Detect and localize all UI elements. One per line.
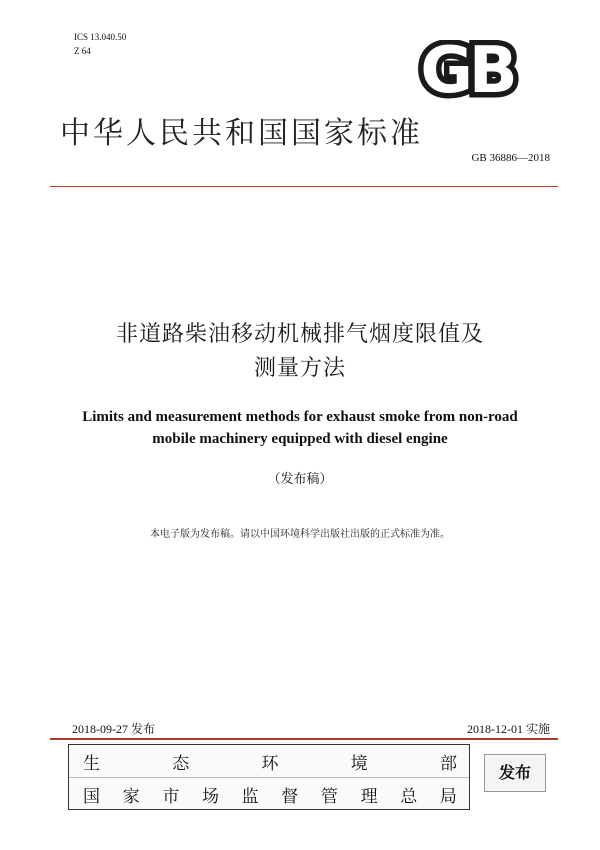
chinese-title-line-1: 非道路柴油移动机械排气烟度限值及	[115, 322, 484, 347]
issuer-char: 督	[281, 786, 301, 807]
edition-note: 本电子版为发布稿。请以中国环境科学出版社出版的正式标准为准。	[150, 529, 450, 540]
issuer-row-2	[69, 778, 469, 810]
issuer-char: 环	[261, 753, 281, 774]
english-title-line-1: Limits and measurement methods for exhaust smoke from non-road	[82, 409, 518, 425]
ccs-code: Z 64	[74, 46, 91, 56]
issuer-char: 部	[440, 753, 459, 774]
issuer-box	[68, 744, 470, 810]
publish-label: 发布	[484, 754, 546, 792]
draft-label: （发布稿）	[267, 472, 333, 487]
issuer-char: 总	[400, 786, 420, 807]
issuer-char: 家	[122, 786, 142, 807]
gb-logo-icon	[410, 40, 525, 100]
footer-divider	[50, 738, 558, 740]
chinese-title-line-2: 测量方法	[253, 356, 346, 381]
ics-code: ICS 13.040.50	[74, 32, 127, 42]
national-standard-title: 中华人民共和国国家标准	[60, 116, 423, 151]
english-title-line-2: mobile machinery equipped with diesel engine	[152, 431, 448, 447]
issue-date: 2018-09-27 发布	[72, 722, 155, 736]
issuer-char: 理	[360, 786, 380, 807]
header-divider	[50, 186, 558, 187]
english-title	[0, 406, 600, 450]
issuer-char: 局	[439, 786, 459, 807]
classification-codes	[74, 30, 126, 58]
gb-logo-text: GB	[420, 40, 514, 100]
issuer-char: 国	[83, 786, 102, 807]
chinese-title	[0, 318, 600, 386]
issuer-char: 境	[350, 753, 370, 774]
issuer-char: 生	[83, 753, 102, 774]
implementation-date: 2018-12-01 实施	[467, 722, 550, 736]
issuer-char: 态	[172, 753, 192, 774]
issuer-char: 市	[162, 786, 182, 807]
issuer-row-1	[69, 745, 469, 778]
issuer-char: 管	[320, 786, 340, 807]
issuer-char: 监	[241, 786, 261, 807]
issuer-char: 场	[201, 786, 221, 807]
standard-number: GB 36886—2018	[471, 152, 550, 164]
